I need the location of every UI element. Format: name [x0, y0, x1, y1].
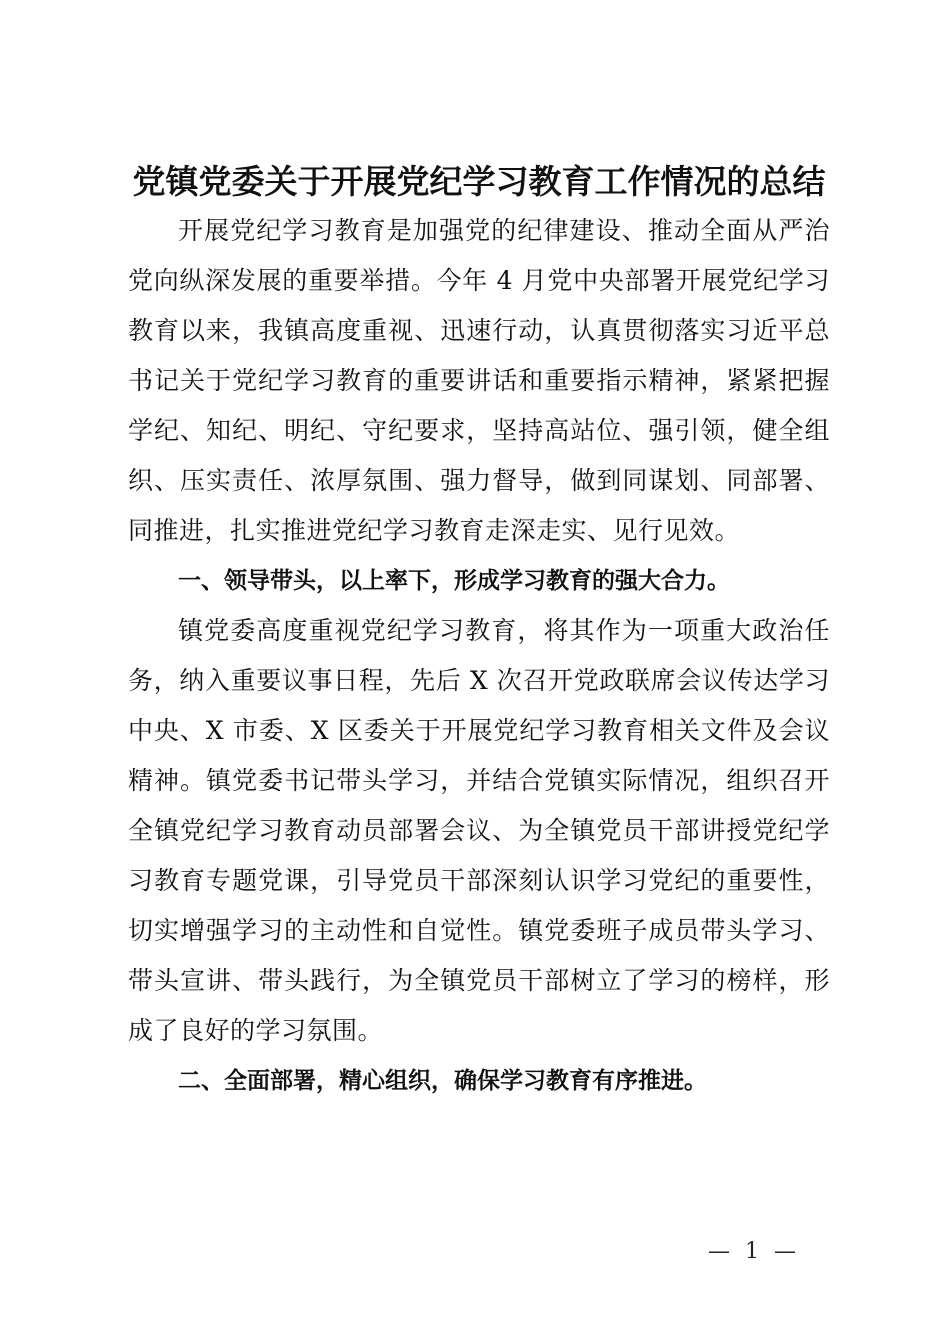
- section-heading-1: 一、领导带头，以上率下，形成学习教育的强大合力。: [178, 568, 730, 594]
- page-number: — 1 —: [708, 1239, 800, 1264]
- section-1-paragraph: 镇党委高度重视党纪学习教育，将其作为一项重大政治任务，纳入重要议事日程，先后 X 次召开党政联席会议传达学习中央、X 市委、X 区委关于开展党纪学习教育相关文件及会议精神。镇党委书记带头学习，并结合党镇实际情况，组织召开全镇党纪学习教育动员部署会议、为全镇党员干部讲授党纪学习教育专题党课，引导党员干部深刻认识学习党纪的重要性，切实增强学习的主动性和自觉性。镇党委班子成员带头学习、带头宣讲、带头践行，为全镇党员干部树立了学习的榜样，形成了良好的学习氛围。: [128, 616, 830, 1045]
- intro-paragraph: 开展党纪学习教育是加强党的纪律建设、推动全面从严治党向纵深发展的重要举措。今年 4 月党中央部署开展党纪学习教育以来，我镇高度重视、迅速行动，认真贯彻落实习近平总书记关于党纪学习教育的重要讲话和重要指示精神，紧紧把握学纪、知纪、明纪、守纪要求，坚持高站位、强引领，健全组织、压实责任、浓厚氛围、强力督导，做到同谋划、同部署、同推进，扎实推进党纪学习教育走深走实、见行见效。: [128, 216, 830, 545]
- document-title: 党镇党委关于开展党纪学习教育工作情况的总结: [132, 162, 826, 201]
- document-body: [128, 158, 830, 1106]
- section-heading-2: 二、全面部署，精心组织，确保学习教育有序推进。: [178, 1068, 707, 1094]
